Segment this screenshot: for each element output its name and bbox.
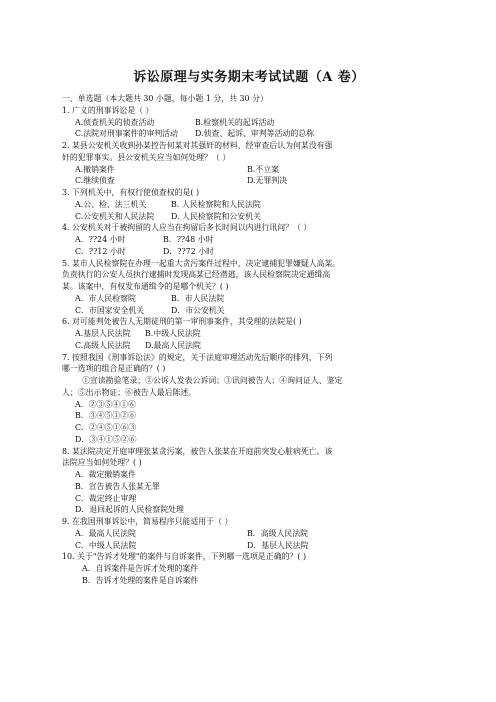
options-row [62, 246, 436, 258]
question-stem: 4. 公安机关对于被拘留的人应当在拘留后多长时间以内进行讯问？（ ） [62, 223, 312, 233]
option-b: B．宣告被告人张某无罪 [75, 481, 160, 491]
option-a: A．??24 小时 [75, 235, 126, 244]
question-10 [62, 551, 436, 586]
question-stem: 9. 在我国刑事诉讼中，简易程序只能适用于（ ） [62, 517, 233, 526]
option-a: A．市人民检察院 [75, 293, 136, 303]
option-b: B.检察机关的起诉活动 [195, 117, 275, 127]
option-b: B．③④⑤①②⑥ [75, 411, 137, 421]
option-b: B.中级人民法院 [145, 329, 201, 338]
options-row [62, 199, 436, 211]
option-c: C.继续侦查 [75, 176, 115, 186]
option-b: B．高级人民法院 [247, 528, 309, 538]
option-a: A．最高人民法院 [75, 528, 136, 538]
question-stem: 5. 某市人民检察院在办理一起重大贪污案件过程中，决定逮捕犯罪嫌疑人高某。 [62, 258, 341, 268]
question-1 [62, 105, 436, 140]
question-stem: 7. 按照我国《刑事诉讼法》的规定，关于法庭审理活动先后顺序的排列，下列 [62, 352, 333, 362]
option-d: D. 人民检察院和公安机关 [171, 211, 261, 221]
options-row [62, 293, 436, 305]
option-d: D．退回起诉的人民检察院处理 [75, 505, 184, 515]
option-d: D．??72 小时 [163, 246, 215, 256]
options-row [62, 234, 436, 246]
options-row [62, 340, 436, 352]
option-a: A．自诉案件是告诉才处理的案件 [82, 564, 199, 573]
option-a: A.公、检、法三机关 [75, 199, 147, 209]
option-d: D．市公安机关 [171, 305, 225, 315]
question-stem-cont: 某。该案中，有权发布通缉令的是哪个机关？( ) [62, 282, 229, 291]
option-c: C.法院对刑事案件的审判活动 [75, 129, 178, 139]
option-b: B．市人民法院 [171, 293, 225, 303]
option-b: B．??48 小时 [163, 235, 214, 244]
options-row [62, 164, 436, 176]
question-stem: 1. 广义的刑事诉讼是（ ） [62, 105, 154, 115]
option-c: C．裁定终止审理 [75, 493, 137, 503]
question-8 [62, 446, 436, 517]
option-d: D．基层人民法院 [247, 540, 309, 550]
option-b: B.不立案 [247, 164, 279, 174]
option-a: A．裁定撤销案件 [75, 470, 136, 479]
question-stem: 8. 某法院决定开庭审理张某贪污案，被告人张某在开庭前突发心脏病死亡。该 [62, 446, 333, 456]
question-stem-cont: 哪一选项的组合是正确的？( ) [62, 364, 166, 374]
option-a: A．②③⑤④①⑥ [75, 399, 136, 409]
question-stem-cont: 负责执行的公安人员执行逮捕时发现高某已经潜逃，该人民检察院决定通缉高 [62, 270, 331, 280]
option-c: C．中级人民法院 [75, 540, 137, 550]
question-5 [62, 258, 436, 317]
options-row [62, 540, 436, 552]
question-9 [62, 516, 436, 551]
question-4 [62, 222, 436, 257]
option-b: B. 人民检察院和人民法院 [171, 199, 261, 209]
procedure-list-cont: 人；⑤出示物证；⑥被告人最后陈述。 [62, 387, 197, 397]
options-row [62, 528, 436, 540]
option-a: A.撤销案件 [75, 164, 115, 174]
question-7 [62, 352, 436, 446]
option-d: D.无罪判决 [247, 176, 288, 186]
options-row [62, 211, 436, 223]
option-b: B．告诉才处理的案件是自诉案件 [82, 575, 199, 585]
question-6 [62, 316, 436, 351]
option-c: C.公安机关和人民法院 [75, 211, 155, 221]
question-stem-cont: 奸的犯罪事实。县公安机关应当如何处理？（ ） [62, 152, 231, 162]
option-d: D.侦查、起诉、审判等活动的总称 [195, 129, 315, 139]
option-c: C.高级人民法院 [75, 340, 131, 350]
procedure-list: ①宣读勘验笔录；②公诉人发表公诉词；③讯问被告人；④询问证人、鉴定 [82, 376, 343, 385]
exam-title: 诉讼原理与实务期末考试试题（A 卷） [133, 70, 365, 85]
options-row [62, 117, 436, 129]
options-row [62, 175, 436, 187]
question-stem-cont: 法院应当如何处理？( ) [62, 458, 142, 468]
question-3 [62, 187, 436, 222]
section-heading: 一、单选题（本大题共 30 小题，每小题 1 分，共 30 分） [62, 94, 268, 103]
question-stem: 10. 关于"告诉才处理"的案件与自诉案件，下列哪一选项是正确的？( ) [62, 552, 307, 562]
question-stem: 2. 某县公安机关收到孙某控告何某对其强奸的材料，经审查后认为何某没有强 [62, 141, 333, 150]
option-c: C．市国家安全机关 [75, 305, 145, 315]
option-a: A.基层人民法院 [75, 329, 131, 338]
options-row [62, 128, 436, 140]
question-stem: 3. 下列机关中，有权行使侦查权的是( ) [62, 188, 200, 197]
option-c: C．??12 小时 [75, 246, 126, 256]
options-row [62, 328, 436, 340]
question-2 [62, 140, 436, 187]
option-c: C．②④⑤①⑥③ [75, 423, 137, 432]
question-stem: 6. 对可能判处被告人无期徒刑的第一审刑事案件，其受理的法院是( ) [62, 317, 302, 327]
option-d: D.最高人民法院 [145, 340, 201, 350]
option-d: D．③④①⑤②⑥ [75, 434, 137, 444]
option-a: A.侦查机关的侦查活动 [75, 117, 155, 127]
options-row [62, 305, 436, 317]
